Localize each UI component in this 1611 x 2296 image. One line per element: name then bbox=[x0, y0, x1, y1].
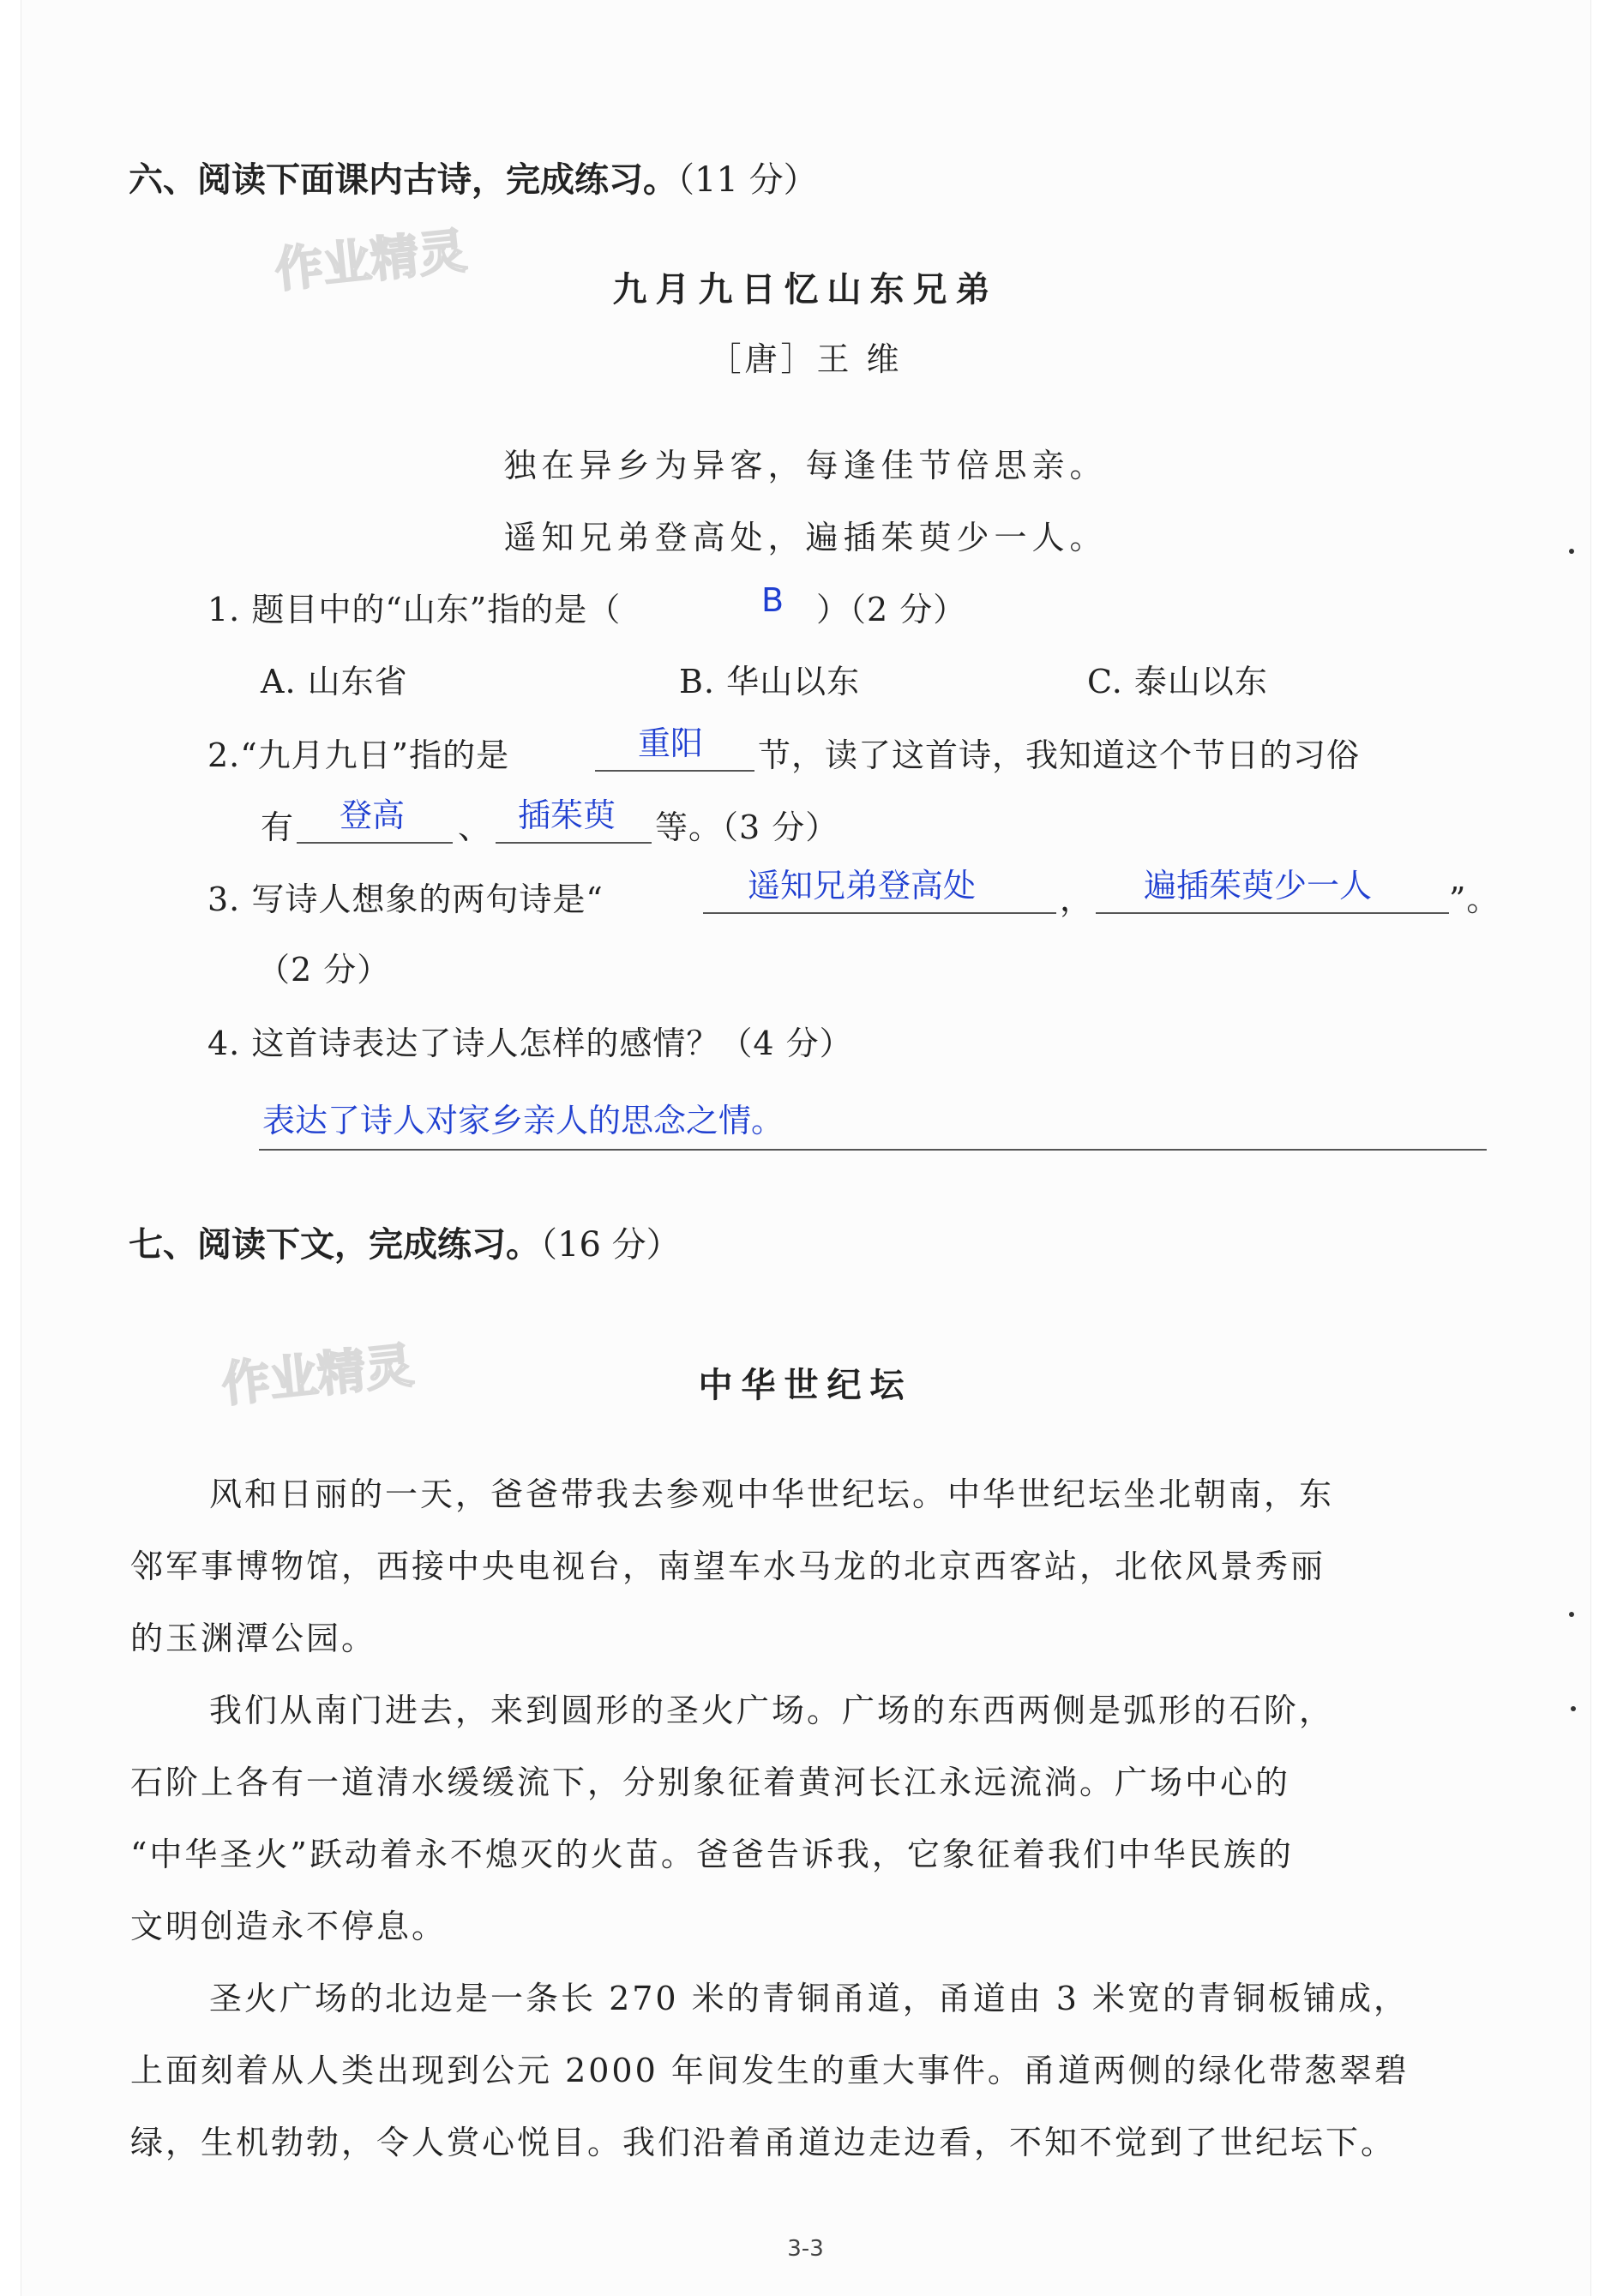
q1-stem-b: ）（2 分） bbox=[816, 591, 967, 628]
q3-score: （2 分） bbox=[257, 951, 391, 989]
q2-blank-3-underline bbox=[496, 842, 652, 844]
q2-answer-1: 重阳 bbox=[638, 724, 704, 762]
q2-answer-3: 插茱萸 bbox=[518, 796, 616, 834]
section-7-score: （16 分） bbox=[540, 1225, 681, 1265]
q2-sep: 、 bbox=[458, 808, 492, 846]
section-7-title: 七、阅读下文，完成练习。 bbox=[129, 1225, 540, 1265]
article-p3-line-1: 圣火广场的北边是一条长 270 米的青铜甬道，甬道由 3 米宽的青铜板铺成， bbox=[209, 1980, 1410, 2017]
poem-author: ［唐］王 维 bbox=[708, 340, 903, 378]
section-6-title: 六、阅读下面课内古诗，完成练习。 bbox=[129, 160, 677, 200]
q1-option-c: C. 泰山以东 bbox=[1087, 663, 1268, 700]
article-p2-line-3: “中华圣火”跃动着永不熄灭的火苗。爸爸告诉我，它象征着我们中华民族的 bbox=[130, 1836, 1294, 1873]
scan-mark bbox=[1571, 1706, 1576, 1711]
q2-stem-a: 2.“九月九日”指的是 bbox=[207, 736, 510, 774]
q1-option-b: B. 华山以东 bbox=[679, 663, 861, 700]
page-number: 3-3 bbox=[787, 2236, 824, 2262]
article-p2-line-2: 石阶上各有一道清水缓缓流下，分别象征着黄河长江永远流淌。广场中心的 bbox=[130, 1764, 1291, 1801]
q3-stem-b: ”。 bbox=[1449, 881, 1500, 918]
article-p1-line-1: 风和日丽的一天，爸爸带我去参观中华世纪坛。中华世纪坛坐北朝南，东 bbox=[209, 1476, 1335, 1513]
article-p3-line-2: 上面刻着从人类出现到公元 2000 年间发生的重大事件。甬道两侧的绿化带葱翠碧 bbox=[130, 2052, 1410, 2089]
section-6-heading bbox=[129, 153, 818, 201]
section-7-heading bbox=[129, 1217, 681, 1266]
poem-line-2: 遥知兄弟登高处，遍插茱萸少一人。 bbox=[503, 519, 1108, 556]
scan-mark bbox=[1569, 1612, 1574, 1617]
article-title: 中华世纪坛 bbox=[698, 1365, 913, 1405]
q3-answer-2: 遍插茱萸少一人 bbox=[1144, 867, 1373, 905]
q2-stem-d: 等。（3 分） bbox=[655, 808, 839, 846]
watermark-1: 作业精灵 bbox=[272, 223, 470, 299]
section-6-score: （11 分） bbox=[677, 160, 818, 200]
scan-mark bbox=[1569, 549, 1574, 554]
q1-option-a: A. 山东省 bbox=[261, 663, 408, 700]
q3-blank-1-underline bbox=[703, 912, 1056, 914]
q2-answer-2: 登高 bbox=[340, 796, 406, 834]
q1-answer: B bbox=[761, 581, 784, 619]
q4-stem: 4. 这首诗表达了诗人怎样的感情？（4 分） bbox=[207, 1025, 853, 1062]
q4-answer-line bbox=[259, 1149, 1487, 1151]
q3-comma: ， bbox=[1060, 881, 1094, 918]
q3-stem-a: 3. 写诗人想象的两句诗是“ bbox=[207, 881, 604, 918]
q2-blank-1-underline bbox=[595, 770, 754, 772]
poem-line-1: 独在异乡为异客，每逢佳节倍思亲。 bbox=[503, 447, 1108, 484]
q1-stem-a: 1. 题目中的“山东”指的是（ bbox=[207, 591, 622, 628]
poem-title: 九月九日忆山东兄弟 bbox=[612, 269, 999, 310]
q2-stem-b: 节，读了这首诗，我知道这个节日的习俗 bbox=[758, 736, 1361, 774]
q2-stem-c: 有 bbox=[261, 808, 295, 846]
q4-answer: 表达了诗人对家乡亲人的思念之情。 bbox=[262, 1102, 784, 1139]
article-p2-line-1: 我们从南门进去，来到圆形的圣火广场。广场的东西两侧是弧形的石阶， bbox=[209, 1692, 1335, 1729]
article-p2-line-4: 文明创造永不停息。 bbox=[130, 1908, 448, 1945]
q2-blank-2-underline bbox=[297, 842, 453, 844]
q3-blank-2-underline bbox=[1096, 912, 1449, 914]
article-p1-line-3: 的玉渊潭公园。 bbox=[130, 1620, 377, 1657]
article-p1-line-2: 邻军事博物馆，西接中央电视台，南望车水马龙的北京西客站，北依风景秀丽 bbox=[130, 1548, 1326, 1585]
watermark-2: 作业精灵 bbox=[219, 1337, 417, 1414]
article-p3-line-3: 绿，生机勃勃，令人赏心悦目。我们沿着甬道边走边看，不知不觉到了世纪坛下。 bbox=[130, 2124, 1397, 2161]
q3-answer-1: 遥知兄弟登高处 bbox=[748, 867, 977, 905]
